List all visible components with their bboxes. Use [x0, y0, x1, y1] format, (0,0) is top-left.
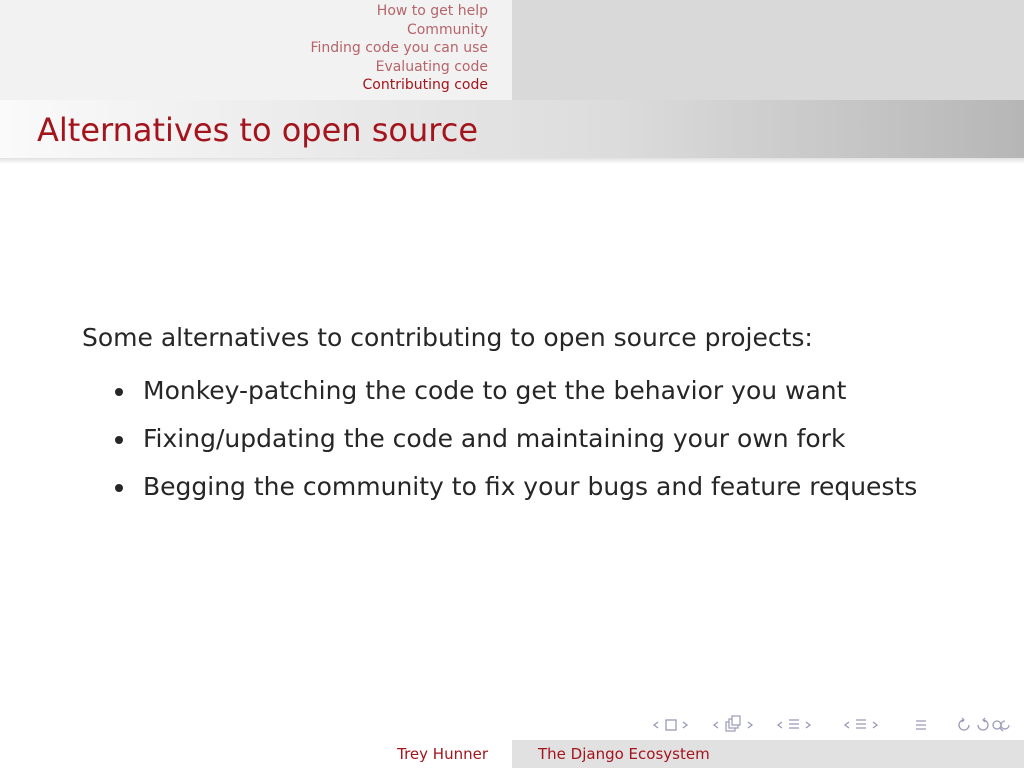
title-bar — [0, 100, 1024, 158]
nav-item-contributing-code[interactable]: Contributing code — [362, 77, 488, 93]
nav-item-evaluating-code[interactable]: Evaluating code — [375, 58, 488, 75]
bullet-dot-icon — [115, 484, 123, 492]
nav-item-community[interactable]: Community — [406, 21, 488, 38]
next-section-arrow-icon[interactable] — [804, 713, 812, 737]
bullet-list — [82, 367, 1002, 511]
slide-content — [82, 318, 1002, 511]
prev-appendix-arrow-icon[interactable] — [843, 713, 851, 737]
section-nav-list — [310, 2, 488, 95]
footer-presentation-title: The Django Ecosystem — [538, 745, 710, 763]
section-nav-panel — [0, 0, 512, 100]
footer — [0, 740, 1024, 768]
slide-title: Alternatives to open source — [37, 111, 478, 149]
bullet-item — [82, 415, 1002, 463]
intro-text: Some alternatives to contributing to open source projects: — [82, 323, 813, 352]
bullet-text: Monkey-patching the code to get the behavior you want — [143, 376, 847, 405]
subsection-icon[interactable] — [724, 713, 742, 737]
bullet-item — [82, 367, 1002, 415]
bullet-text: Fixing/updating the code and maintaining your own fork — [143, 424, 846, 453]
bullet-item — [82, 463, 1002, 511]
subsection-nav-panel — [512, 0, 1024, 100]
section-icon[interactable] — [787, 713, 801, 737]
next-appendix-arrow-icon[interactable] — [871, 713, 879, 737]
align-icon[interactable] — [914, 713, 928, 737]
header-navigation — [0, 0, 1024, 100]
footer-title-panel — [512, 740, 1024, 768]
search-icon[interactable] — [956, 713, 972, 737]
navigation-symbols — [650, 713, 1020, 737]
bullet-dot-icon — [115, 436, 123, 444]
prev-section-arrow-icon[interactable] — [776, 713, 784, 737]
footer-author-panel — [0, 740, 512, 768]
bullet-text: Begging the community to fix your bugs and feature requests — [143, 472, 918, 501]
frame-icon[interactable] — [664, 713, 678, 737]
prev-subsection-arrow-icon[interactable] — [712, 713, 720, 737]
next-frame-arrow-icon[interactable] — [681, 713, 689, 737]
prev-frame-arrow-icon[interactable] — [652, 713, 660, 737]
bullet-dot-icon — [115, 388, 123, 396]
nav-item-finding-code[interactable]: Finding code you can use — [310, 40, 488, 56]
footer-author: Trey Hunner — [397, 745, 488, 763]
nav-item-how-to-get-help[interactable]: How to get help — [376, 3, 488, 19]
next-subsection-arrow-icon[interactable] — [746, 713, 754, 737]
title-shadow — [0, 158, 1024, 164]
appendix-icon[interactable] — [854, 713, 868, 737]
undo-icon[interactable] — [975, 713, 1015, 737]
